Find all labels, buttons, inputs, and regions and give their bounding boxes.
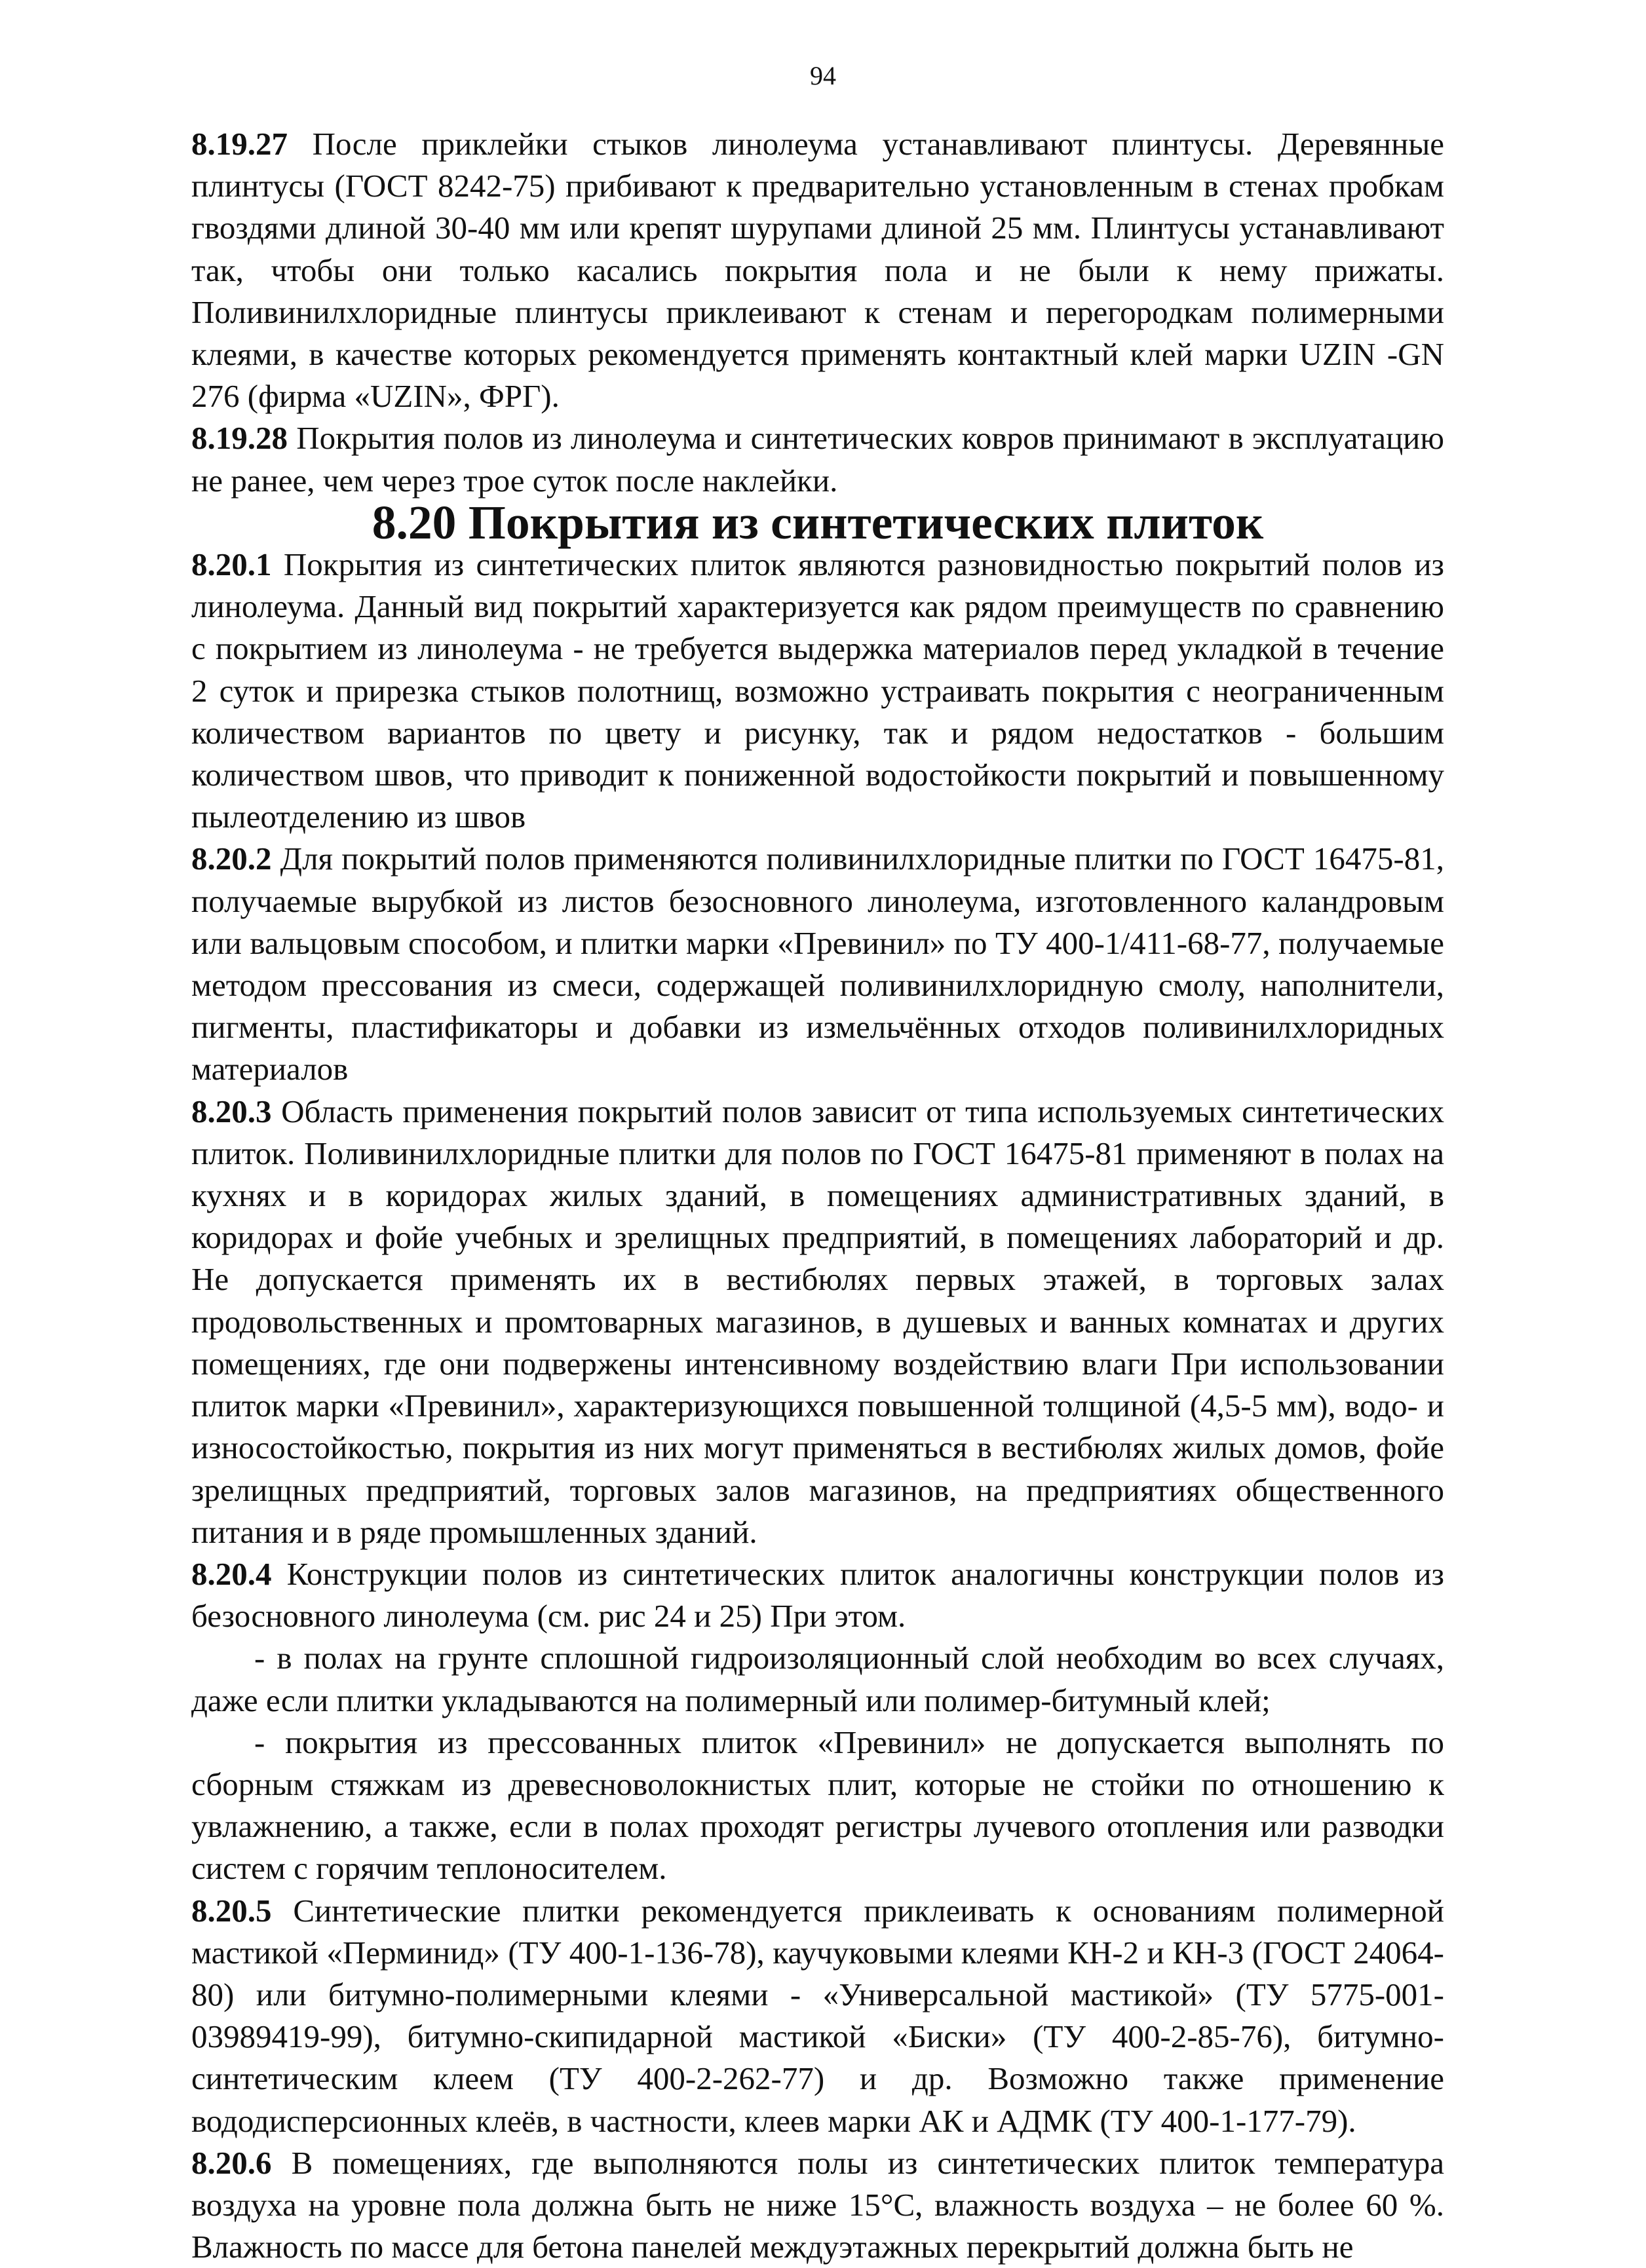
paragraph-8-19-27 <box>191 123 1444 417</box>
paragraph-text: Конструкции полов из синтетических плиток аналогичны конструкции полов из безосновного линолеума (см. рис 24 и 25) При этом. <box>191 1555 1445 1635</box>
paragraph-8-20-2 <box>191 838 1444 1090</box>
paragraph-number: 8.20.5 <box>191 1892 272 1929</box>
paragraph-8-19-28 <box>191 417 1444 501</box>
list-item-previnil-tiles: - покрытия из прессованных плиток «Превинил» не допускается выполнять по сборным стяжкам из древесноволокнистых плит, которые не стойки по отношению к увлажнению, а также, если в полах проходят регистры лучевого отопления или разводки систем с горячим теплоносителем. <box>191 1724 1444 1887</box>
page-body <box>191 123 1444 2268</box>
paragraph-text: Область применения покрытий полов зависит от типа используемых синтетических плиток. Поливинилхлоридные плитки для полов по ГОСТ 16475-81 применяют в полах на кухнях и в коридорах жилых зданий, в помещениях административных зданий, в коридорах и фойе учебных и зрелищных предприятий, в помещениях лабораторий и др. Не допускается применять их в вестибюлях первых этажей, в торговых залах продовольственных и промтоварных магазинов, в душевых и ванных комнатах и других помещениях, где они подвержены интенсивному воздействию влаги При использовании плиток марки «Превинил», характеризующихся повышенной толщиной (4,5-5 мм), водо- и износостойкостью, покрытия из них могут применяться в вестибюлях жилых домов, фойе зрелищных предприятий, торговых залов магазинов, на предприятиях общественного питания и в ряде промышленных зданий. <box>191 1093 1445 1550</box>
paragraph-number: 8.19.27 <box>191 126 288 162</box>
paragraph-8-20-1 <box>191 544 1444 838</box>
paragraph-text: Покрытия из синтетических плиток являются разновидностью покрытий полов из линолеума. Данный вид покрытий характеризуется как рядом преимуществ по сравнению с покрытием из линолеума - не требуется выдержка материалов перед укладкой в течение 2 суток и прирезка стыков полотнищ, возможно устраивать покрытия с неограниченным количеством вариантов по цвету и рисунку, так и рядом недостатков - большим количеством швов, что приводит к пониженной водостойкости покрытий и повышенному пылеотделению из швов <box>191 546 1445 835</box>
paragraph-8-20-6 <box>191 2142 1444 2268</box>
paragraph-number: 8.20.4 <box>191 1555 272 1592</box>
paragraph-number: 8.19.28 <box>191 420 288 457</box>
paragraph-number: 8.20.6 <box>191 2144 272 2181</box>
paragraph-text: Синтетические плитки рекомендуется приклеивать к основаниям полимерной мастикой «Перминид» (ТУ 400-1-136-78), каучуковыми клеями КН-2 и КН-3 (ГОСТ 24064-80) или битумно-полимерными клеями - «Универсальной мастикой» (ТУ 5775-001-03989419-99), битумно-скипидарной мастикой «Биски» (ТУ 400-2-85-76), битумно-синтетическим клеем (ТУ 400-2-262-77) и др. Возможно также применение вододисперсионных клеёв, в частности, клеев марки АК и АДМК (ТУ 400-1-177-79). <box>191 1892 1445 2139</box>
paragraph-text: После приклейки стыков линолеума устанавливают плинтусы. Деревянные плинтусы (ГОСТ 8242-75) прибивают к предварительно установленным в стенах пробкам гвоздями длиной 30-40 мм или крепят шурупами длиной 25 мм. Плинтусы устанавливают так, чтобы они только касались покрытия пола и не были к нему прижаты. Поливинилхлоридные плинтусы приклеивают к стенам и перегородкам полимерными клеями, в качестве которых рекомендуется применять контактный клей марки UZIN -GN 276 (фирма «UZIN», ФРГ). <box>191 126 1444 415</box>
list-item-ground-floors: - в полах на грунте сплошной гидроизоляционный слой необходим во всех случаях, даже если плитки укладываются на полимерный или полимер-битумный клей; <box>191 1640 1444 1718</box>
paragraph-number: 8.20.2 <box>191 841 272 877</box>
paragraph-8-20-4 <box>191 1553 1444 1637</box>
paragraph-text: Покрытия полов из линолеума и синтетических ковров принимают в эксплуатацию не ранее, чем через трое суток после наклейки. <box>191 420 1445 499</box>
section-title-8-20: 8.20 Покрытия из синтетических плиток <box>372 495 1264 549</box>
paragraph-8-20-5 <box>191 1890 1444 2142</box>
paragraph-number: 8.20.3 <box>191 1093 272 1129</box>
paragraph-8-20-3 <box>191 1091 1444 1553</box>
paragraph-text: В помещениях, где выполняются полы из синтетических плиток температура воздуха на уровне пола должна быть не ниже 15°С, влажность воздуха – не более 60 %. Влажность по массе для бетона панелей междуэтажных перекрытий должна быть не <box>191 2144 1445 2265</box>
paragraph-number: 8.20.1 <box>191 546 272 583</box>
paragraph-text: Для покрытий полов применяются поливинилхлоридные плитки по ГОСТ 16475-81, получаемые вырубкой из листов безосновного линолеума, изготовленного каландровым или вальцовым способом, и плитки марки «Превинил» по ТУ 400-1/411-68-77, получаемые методом прессования из смеси, содержащей поливинилхлоридную смолу, наполнители, пигменты, пластификаторы и добавки из измельчённых отходов поливинилхлоридных материалов <box>191 841 1444 1087</box>
page-number: 94 <box>810 61 836 90</box>
